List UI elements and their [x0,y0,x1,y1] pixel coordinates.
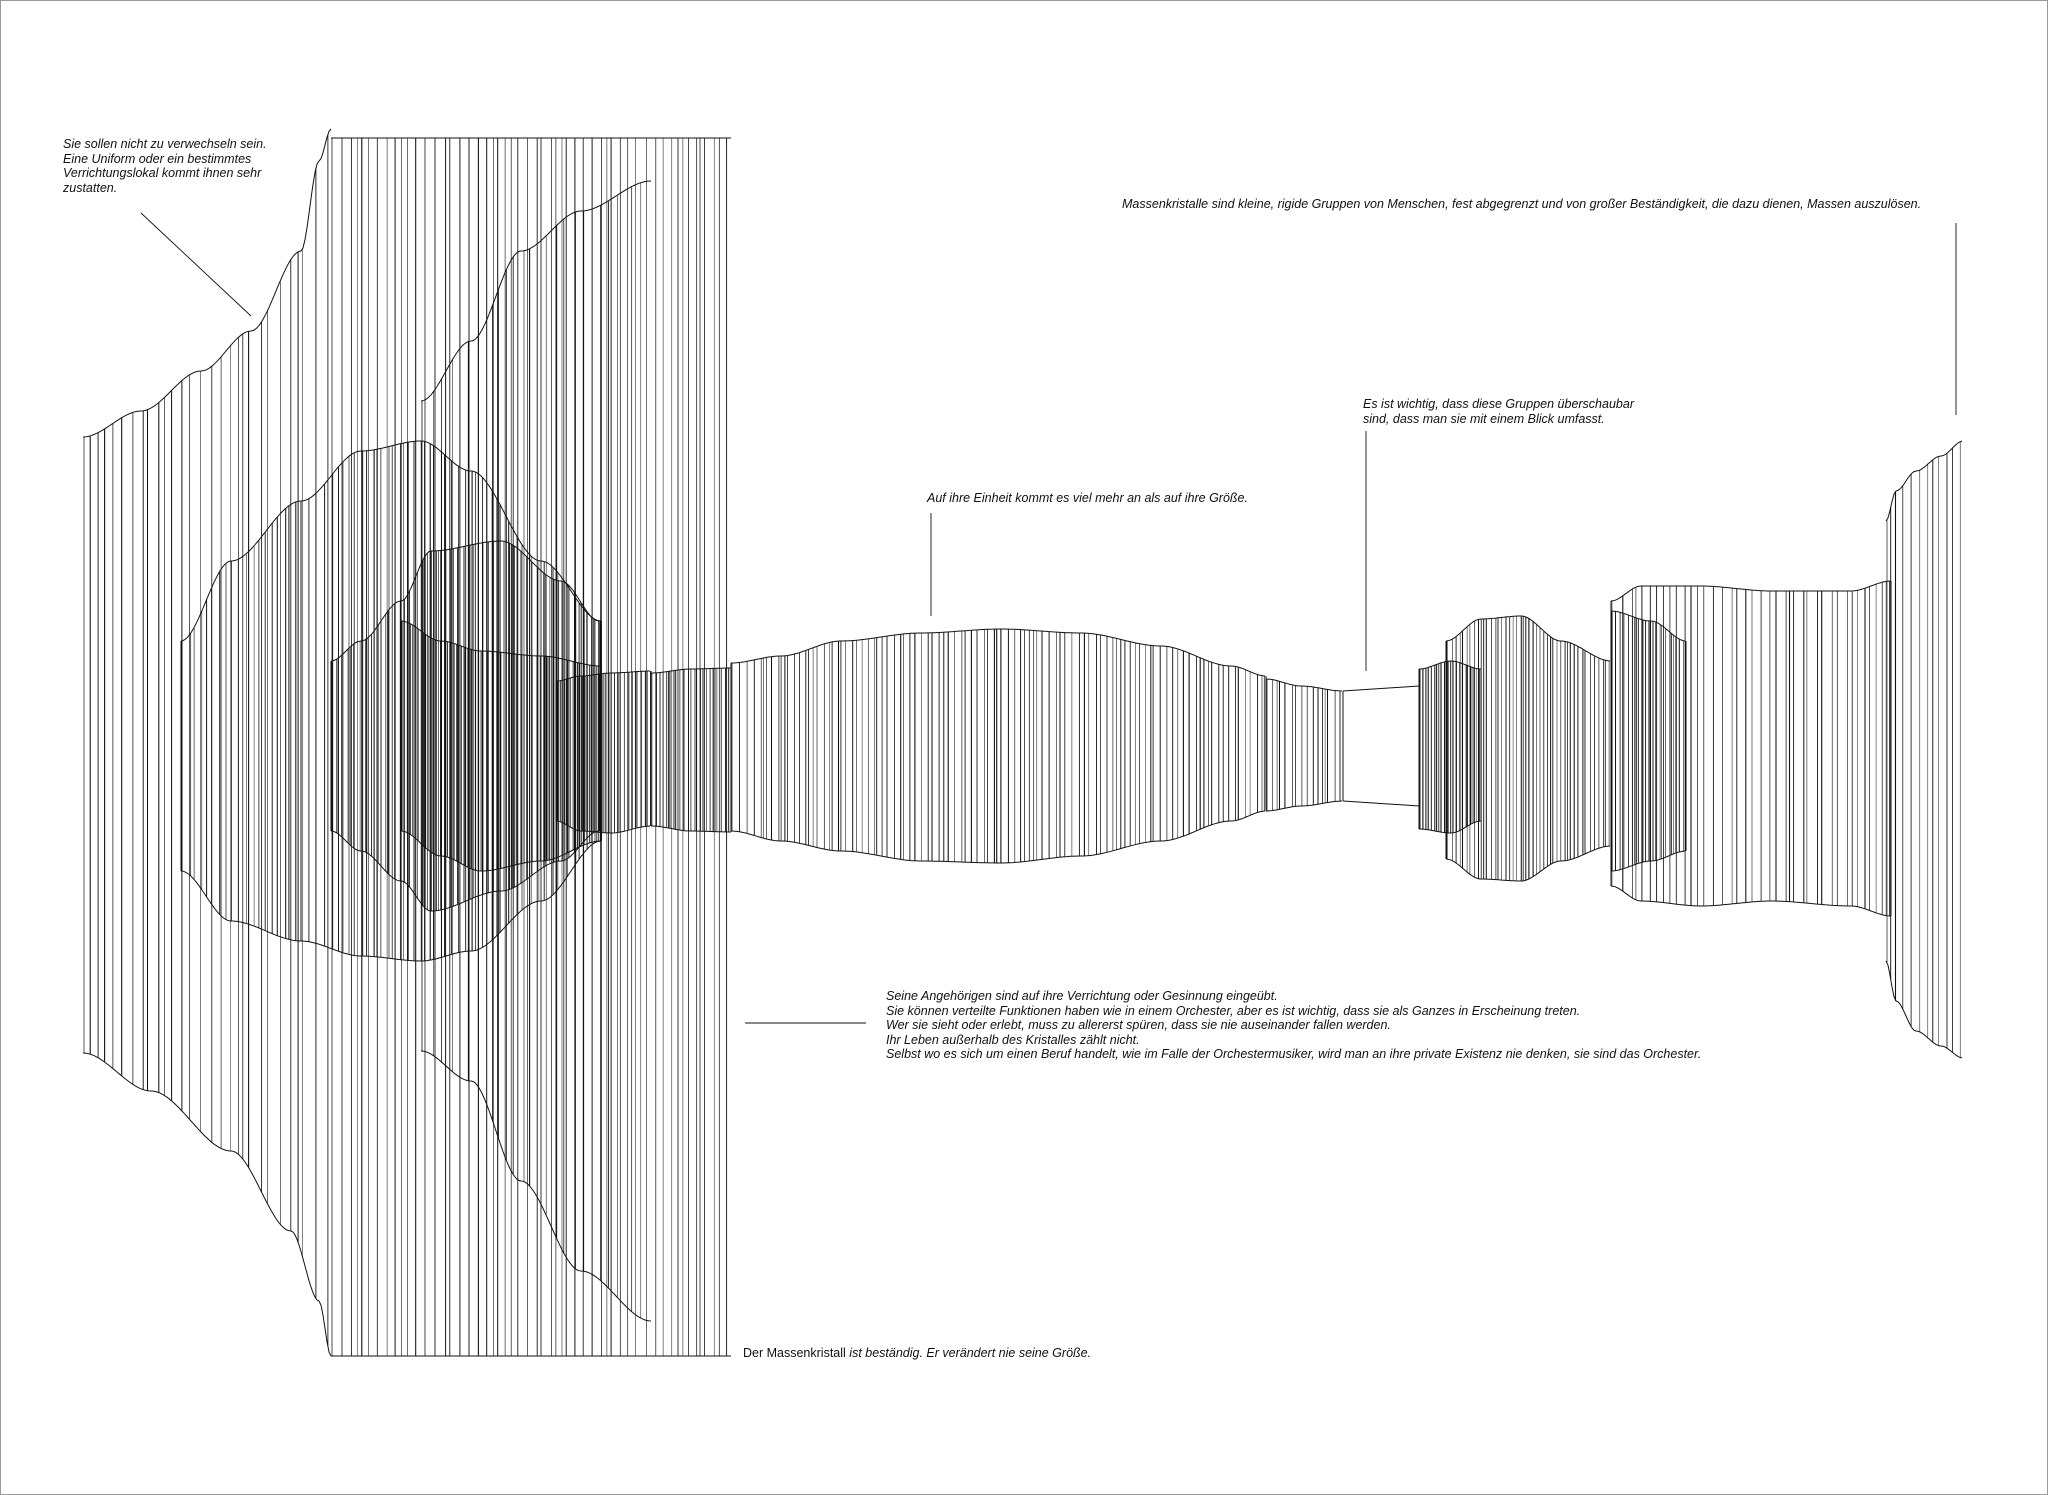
annotation-definition [1122,197,1921,212]
band-fill [731,629,1265,863]
annotation-line: Sie können verteilte Funktionen haben wie in einem Orchester, aber es ist wichtig, dass sie als Ganzes in Erscheinung treten. [886,1003,1581,1018]
annotation-line: Selbst wo es sich um einen Beruf handelt, wie im Falle der Orchestermusiker, wird man an ihre private Existenz nie denken, sie sind das Orchester. [886,1047,1702,1062]
caption-title: Der Massenkristall [743,1346,846,1360]
annotation-line: Sie sollen nicht zu verwechseln sein. [63,137,267,151]
annotation-uniform [63,137,267,195]
annotation-unity [927,491,1248,506]
crystal-drawing [1,1,2047,1494]
neck-top-edge [1343,686,1419,691]
annotation-line: Seine Angehörigen sind auf ihre Verrichtung oder Gesinnung eingeübt. [886,989,1278,1003]
annotation-line: zustatten. [63,180,118,195]
band-top-edge [421,181,651,401]
band-bottom-edge [83,1053,331,1356]
annotation-line: Massenkristalle sind kleine, rigide Gruppen von Menschen, fest abgegrenzt und von großer Beständigkeit, die dazu dienen, Massen auszulösen. [1122,197,1922,211]
band-bottom-edge [421,1051,651,1321]
annotation-line: Wer sie sieht oder erlebt, muss zu allererst spüren, dass sie nie auseinander fallen werden. [886,1018,1391,1033]
caption-text: ist beständig. Er verändert nie seine Größe. [845,1346,1092,1360]
annotation-line: Ihr Leben außerhalb des Kristalles zählt nicht. [886,1032,1140,1047]
annotation-line: Eine Uniform oder ein bestimmtes [63,151,252,166]
band-bottom-edge [1886,961,1962,1058]
band-top-edge [1886,441,1962,521]
annotation-line: Verrichtungslokal kommt ihnen sehr [63,166,262,181]
annotation-line: sind, dass man sie mit einem Blick umfasst. [1363,411,1605,426]
neck-bottom-edge [1343,801,1419,806]
leader-line [141,213,251,316]
annotation-line: Auf ihre Einheit kommt es viel mehr an als auf ihre Größe. [927,491,1248,505]
annotation-members [886,989,1701,1062]
annotation-line: Es ist wichtig, dass diese Gruppen überschaubar [1363,397,1634,411]
caption [743,1346,1091,1361]
annotation-overview [1363,397,1634,426]
band-fill [1266,679,1342,811]
